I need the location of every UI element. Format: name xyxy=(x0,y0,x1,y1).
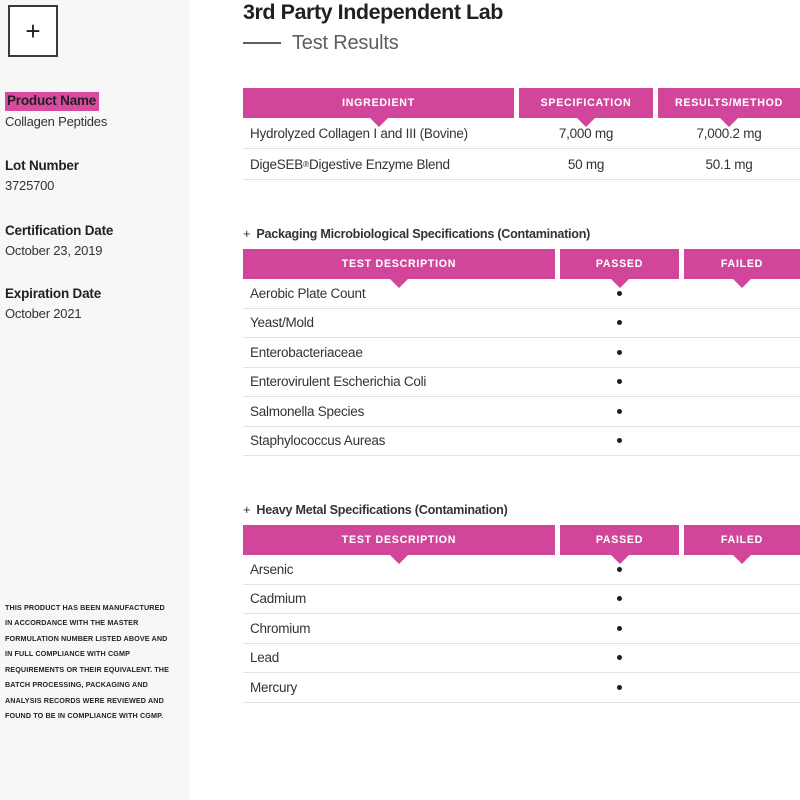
table-row xyxy=(243,149,800,180)
column-header-results-method: RESULTS/METHOD xyxy=(658,88,800,118)
passed-dot-icon xyxy=(617,350,622,355)
cell-passed xyxy=(560,320,679,325)
table-row xyxy=(243,368,800,398)
ingredients-table-body xyxy=(243,118,800,180)
heavy-metals-table-body xyxy=(243,555,800,703)
expiration-date-value: October 2021 xyxy=(5,306,82,321)
cell-test-description: Mercury xyxy=(250,679,298,695)
cell-passed xyxy=(560,567,679,572)
cell-passed xyxy=(560,438,679,443)
product-name-label: Product Name xyxy=(5,92,99,111)
cell-test-description: Arsenic xyxy=(250,561,294,577)
column-header-test-description: TEST DESCRIPTION xyxy=(243,525,555,555)
microbiological-table-block xyxy=(243,226,800,456)
table-row xyxy=(243,673,800,703)
column-header-failed: FAILED xyxy=(684,525,800,555)
table-row xyxy=(243,309,800,339)
column-header-failed: FAILED xyxy=(684,249,800,279)
certification-date-value: October 23, 2019 xyxy=(5,243,103,258)
heavy-metals-table-header xyxy=(243,525,800,555)
product-info-sidebar xyxy=(0,0,190,800)
cell-test-description: Salmonella Species xyxy=(250,403,365,419)
field-lot-number xyxy=(5,157,185,195)
table-row xyxy=(243,118,800,149)
cell-results: 7,000.2 mg xyxy=(696,125,762,141)
passed-dot-icon xyxy=(617,438,622,443)
section-header-microbiological[interactable] xyxy=(243,226,800,241)
cell-ingredient: Hydrolyzed Collagen I and III (Bovine) xyxy=(250,125,468,141)
section-header-heavy-metals[interactable] xyxy=(243,502,800,517)
cell-passed xyxy=(560,409,679,414)
field-product-name xyxy=(5,92,185,131)
microbiological-table-body xyxy=(243,279,800,456)
field-expiration-date xyxy=(5,285,185,323)
cell-passed xyxy=(560,626,679,631)
page-title: 3rd Party Independent Lab xyxy=(243,0,503,24)
cell-passed xyxy=(560,655,679,660)
cell-specification: 50 mg xyxy=(567,156,605,172)
cell-results: 50.1 mg xyxy=(705,156,753,172)
passed-dot-icon xyxy=(617,655,622,660)
cell-passed xyxy=(560,350,679,355)
cell-ingredient-name: DigeSEB xyxy=(250,156,304,172)
expiration-date-label: Expiration Date xyxy=(5,286,102,301)
cell-test-description: Cadmium xyxy=(250,591,307,607)
section-title-text: Packaging Microbiological Specifications (Contamination) xyxy=(256,227,591,241)
passed-dot-icon xyxy=(617,567,622,572)
field-certification-date xyxy=(5,222,185,260)
passed-dot-icon xyxy=(617,291,622,296)
passed-dot-icon xyxy=(617,596,622,601)
ingredients-table-block xyxy=(243,88,800,180)
section-title-text: Heavy Metal Specifications (Contamination) xyxy=(256,503,508,517)
passed-dot-icon xyxy=(617,626,622,631)
expand-icon[interactable]: + xyxy=(243,502,251,517)
test-results-main xyxy=(190,0,800,800)
title-rule xyxy=(243,42,281,44)
cell-passed xyxy=(560,379,679,384)
table-row xyxy=(243,338,800,368)
compliance-statement: THIS PRODUCT HAS BEEN MANUFACTURED IN ACCORDANCE WITH THE MASTER FORMULATION NUMBER LISTED ABOVE AND IN FULL COMPLIANCE WITH CGMP REQUIREMENTS OR THEIR EQUIVALENT. THE BATCH PROCESSING, PACKAGING AND ANALYSIS RECORDS WERE REVIEWED AND FOUND TO BE IN COMPLIANCE WITH CGMP. xyxy=(5,603,170,721)
table-row xyxy=(243,397,800,427)
cell-test-description: Enterovirulent Escherichia Coli xyxy=(250,374,427,390)
column-header-test-description: TEST DESCRIPTION xyxy=(243,249,555,279)
subtitle-row xyxy=(243,32,503,54)
page-subtitle: Test Results xyxy=(292,31,399,54)
column-header-passed: PASSED xyxy=(560,525,679,555)
table-row xyxy=(243,614,800,644)
cell-ingredient-rest: Digestive Enzyme Blend xyxy=(308,156,450,172)
cell-ingredient: DigeSEB ® Digestive Enzyme Blend xyxy=(250,156,450,172)
lot-number-value: 3725700 xyxy=(5,178,55,193)
passed-dot-icon xyxy=(617,409,622,414)
plus-icon: + xyxy=(25,16,41,46)
passed-dot-icon xyxy=(617,685,622,690)
product-name-value: Collagen Peptides xyxy=(5,113,108,129)
cell-passed xyxy=(560,291,679,296)
ingredients-table-header xyxy=(243,88,800,118)
cell-test-description: Enterobacteriaceae xyxy=(250,344,363,360)
column-header-specification: SPECIFICATION xyxy=(519,88,653,118)
column-header-passed: PASSED xyxy=(560,249,679,279)
passed-dot-icon xyxy=(617,379,622,384)
cell-passed xyxy=(560,685,679,690)
cell-specification: 7,000 mg xyxy=(558,125,614,141)
cell-test-description: Staphylococcus Aureas xyxy=(250,433,386,449)
microbiological-table-header xyxy=(243,249,800,279)
cell-test-description: Chromium xyxy=(250,620,311,636)
cell-test-description: Aerobic Plate Count xyxy=(250,285,366,301)
table-row xyxy=(243,585,800,615)
cell-test-description: Lead xyxy=(250,650,280,666)
document-header xyxy=(243,0,503,54)
column-header-ingredient: INGREDIENT xyxy=(243,88,514,118)
cell-test-description: Yeast/Mold xyxy=(250,315,314,331)
table-row xyxy=(243,555,800,585)
table-row xyxy=(243,279,800,309)
add-image-button[interactable] xyxy=(8,5,58,57)
certification-date-label: Certification Date xyxy=(5,223,114,238)
expand-icon[interactable]: + xyxy=(243,226,251,241)
table-row xyxy=(243,644,800,674)
lot-number-label: Lot Number xyxy=(5,158,79,173)
passed-dot-icon xyxy=(617,320,622,325)
cell-passed xyxy=(560,596,679,601)
heavy-metals-table-block xyxy=(243,502,800,703)
table-row xyxy=(243,427,800,457)
